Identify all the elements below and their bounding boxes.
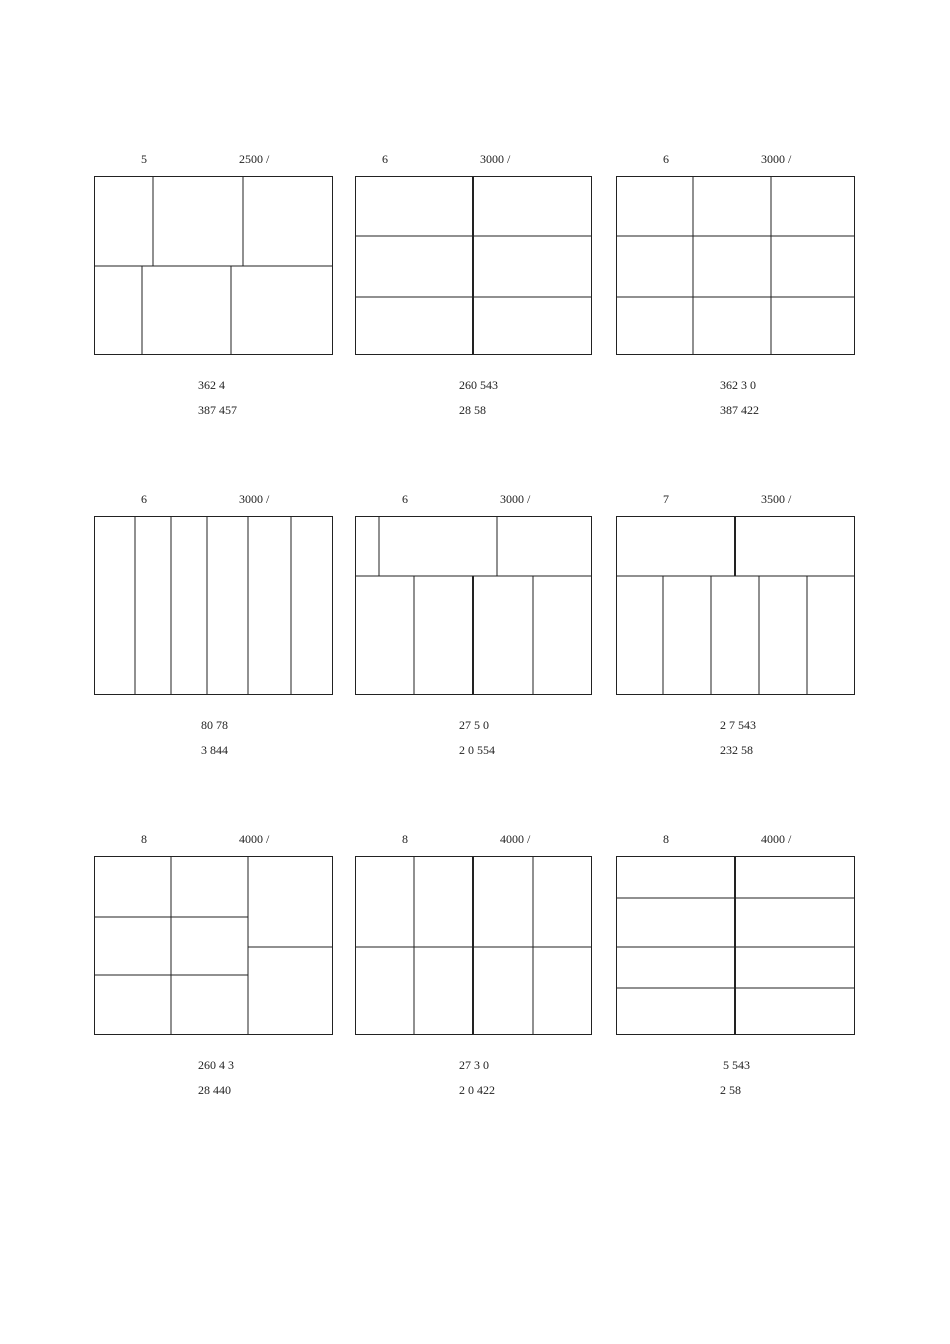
info-line-2 [170,403,237,418]
info-line-2 [692,1083,741,1098]
info-line-1 [692,1058,750,1073]
layout-panel-3 [616,152,856,442]
info-line-1 [431,378,498,393]
info-value: 28 58 [459,403,486,417]
info-value: 232 58 [720,743,753,757]
info-line-1 [170,378,225,393]
info-value: 27 3 0 [459,1058,489,1072]
room-count: 8 [141,832,147,846]
info-line-2 [431,403,486,418]
price: 3000 / [480,152,511,166]
room-count: 8 [402,832,408,846]
panel-header [94,492,334,512]
info-value: 362 4 [198,378,225,392]
info-line-2 [431,743,495,758]
info-line-1 [431,718,489,733]
floor-plan-diagram [94,176,334,356]
room-count: 6 [141,492,147,506]
info-value: 387 457 [198,403,237,417]
info-line-1 [692,718,756,733]
info-value: 5 543 [720,1058,750,1072]
price: 4000 / [500,832,531,846]
layout-panel-9 [616,832,856,1122]
layout-panel-4 [94,492,334,782]
info-value: 2 0 554 [459,743,495,757]
panel-header [94,832,334,852]
info-value: 27 5 0 [459,718,489,732]
info-value: 260 543 [459,378,498,392]
panel-header [616,492,856,512]
info-line-2 [431,1083,495,1098]
panel-header [616,832,856,852]
room-count: 7 [663,492,669,506]
info-value: 3 844 [198,743,228,757]
layout-panel-1 [94,152,334,442]
room-count: 5 [141,152,147,166]
info-value: 362 3 0 [720,378,756,392]
panel-header [616,152,856,172]
layout-panel-6 [616,492,856,782]
price: 3000 / [500,492,531,506]
info-value: 2 7 543 [720,718,756,732]
info-value: 387 422 [720,403,759,417]
floor-plan-diagram [94,516,334,696]
info-line-1 [431,1058,489,1073]
price: 3000 / [239,492,270,506]
price: 3000 / [761,152,792,166]
room-count: 8 [663,832,669,846]
info-value: 2 0 422 [459,1083,495,1097]
info-line-2 [170,1083,231,1098]
info-line-2 [170,743,228,758]
info-line-1 [170,718,228,733]
layout-panel-2 [355,152,595,442]
room-count: 6 [663,152,669,166]
floor-plan-diagram [616,516,856,696]
info-value: 80 78 [198,718,228,732]
info-value: 28 440 [198,1083,231,1097]
floor-plan-diagram [355,856,595,1036]
panel-header [355,152,595,172]
panel-header [355,832,595,852]
info-line-2 [692,743,753,758]
info-line-1 [170,1058,234,1073]
floor-plan-diagram [94,856,334,1036]
panel-header [355,492,595,512]
floor-plan-diagram [355,516,595,696]
floor-plan-diagram [355,176,595,356]
panel-header [94,152,334,172]
layout-panel-5 [355,492,595,782]
info-value: 2 58 [720,1083,741,1097]
layout-panel-7 [94,832,334,1122]
price: 4000 / [761,832,792,846]
price: 2500 / [239,152,270,166]
room-count: 6 [382,152,388,166]
layout-panel-8 [355,832,595,1122]
floor-plan-diagram [616,176,856,356]
floor-plan-diagram [616,856,856,1036]
info-line-2 [692,403,759,418]
info-line-1 [692,378,756,393]
room-count: 6 [402,492,408,506]
price: 3500 / [761,492,792,506]
price: 4000 / [239,832,270,846]
info-value: 260 4 3 [198,1058,234,1072]
